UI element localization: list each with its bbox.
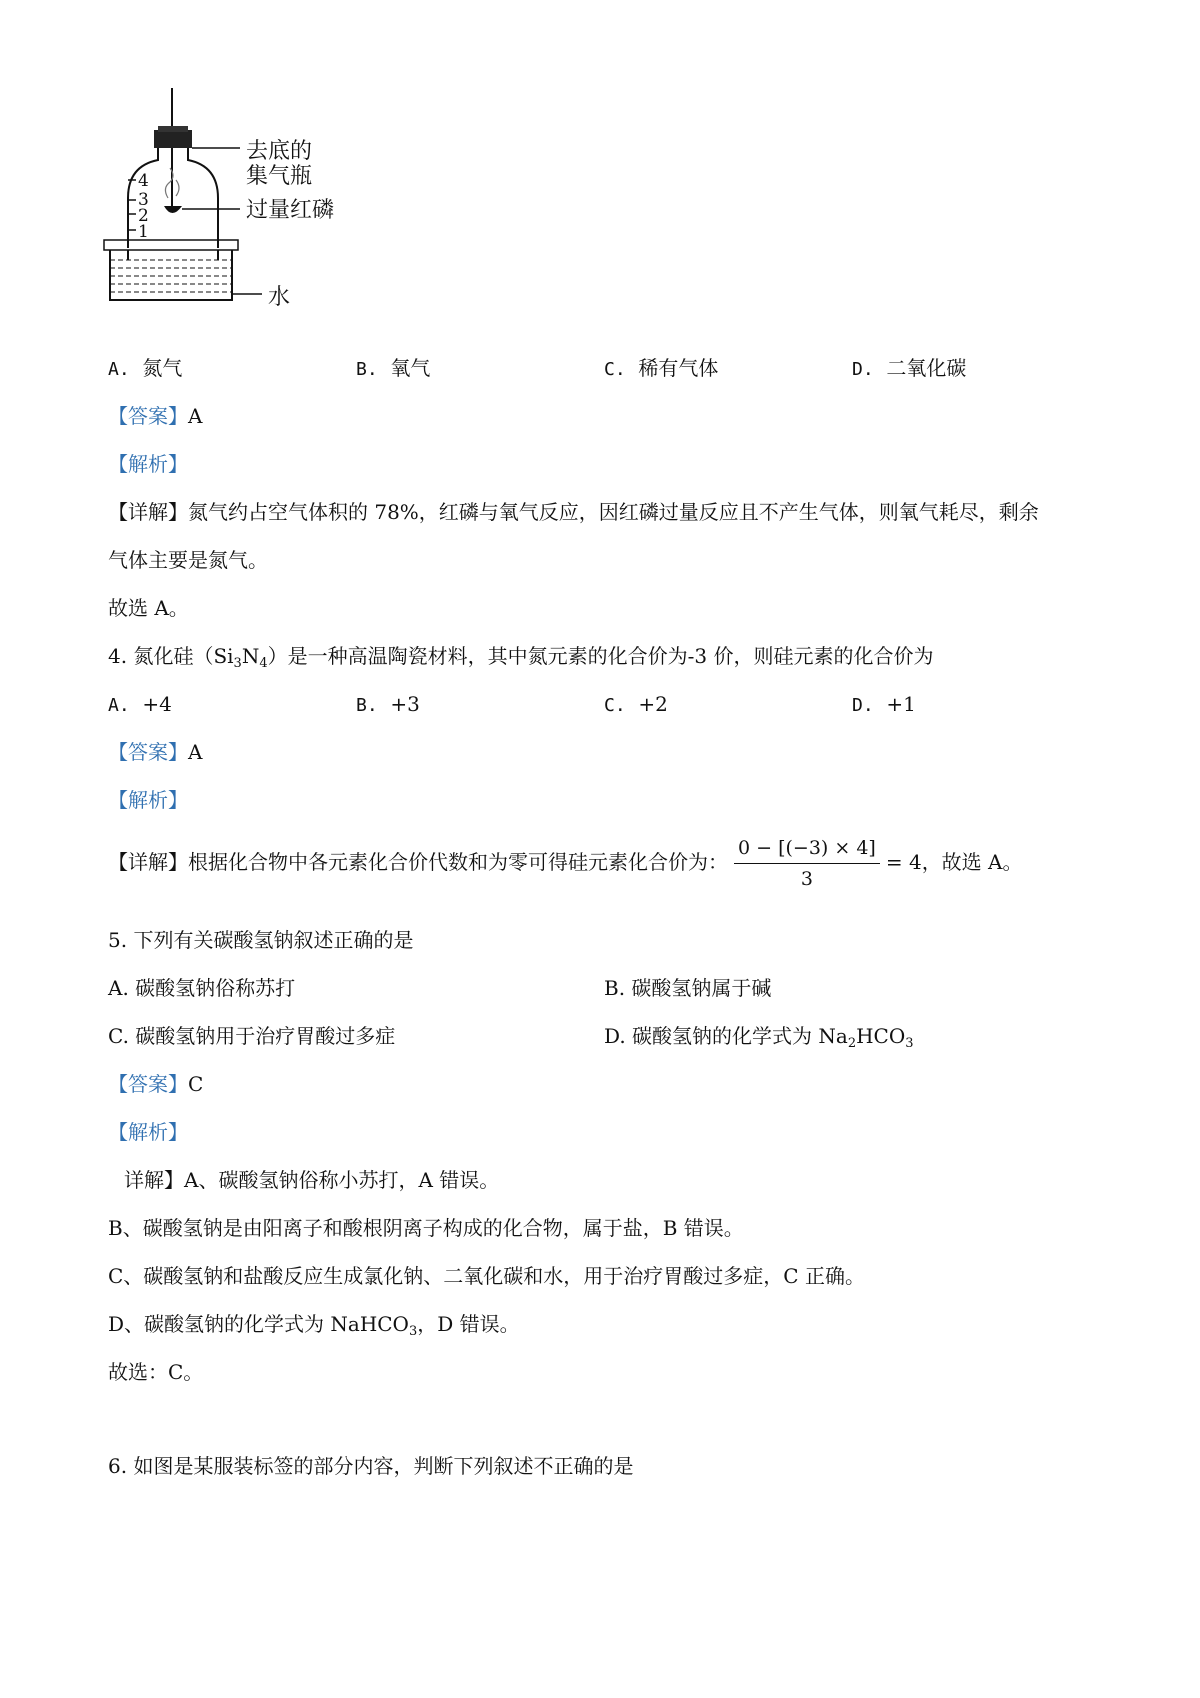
q4-option-a: A. +4 bbox=[108, 692, 172, 716]
q3-option-c: C. 稀有气体 bbox=[604, 356, 719, 380]
q6-stem: 6. 如图是某服装标签的部分内容，判断下列叙述不正确的是 bbox=[108, 1454, 634, 1478]
q3-answer: 【答案】A bbox=[108, 404, 203, 428]
q4-option-b: B. +3 bbox=[356, 692, 420, 716]
scale-label-1: 1 bbox=[138, 222, 149, 242]
label-water: 水 bbox=[268, 285, 291, 310]
label-bottle-line2: 集气瓶 bbox=[246, 164, 313, 189]
q5-detail-line1: 详解】A、碳酸氢钠俗称小苏打，A 错误。 bbox=[124, 1168, 500, 1192]
q4-option-c: C. +2 bbox=[604, 692, 668, 716]
q5-option-c: C. 碳酸氢钠用于治疗胃酸过多症 bbox=[108, 1024, 396, 1048]
scale-label-2: 2 bbox=[138, 206, 149, 226]
label-bottle-line1: 去底的 bbox=[246, 139, 313, 164]
q4-stem: 4. 氮化硅$(Si_3N_4)$是一种高温陶瓷材料，其中氮元素的化合价为-3 价，则硅元素的化合价为 bbox=[108, 644, 934, 671]
q4-analysis-tag: 【解析】 bbox=[108, 788, 188, 812]
scale-label-3: 3 bbox=[138, 190, 149, 210]
q5-detail-line2: B、碳酸氢钠是由阳离子和酸根阴离子构成的化合物，属于盐，B 错误。 bbox=[108, 1216, 744, 1240]
q5-stem: 5. 下列有关碳酸氢钠叙述正确的是 bbox=[108, 928, 414, 952]
q5-option-a: A. 碳酸氢钠俗称苏打 bbox=[108, 976, 296, 1000]
q5-conclusion: 故选：C。 bbox=[108, 1360, 204, 1384]
q3-option-a: A. 氮气 bbox=[108, 356, 183, 380]
label-phosphorus: 过量红磷 bbox=[246, 198, 335, 223]
q3-analysis-tag: 【解析】 bbox=[108, 452, 188, 476]
q3-detail-line2: 气体主要是氮气。 bbox=[108, 548, 268, 572]
q3-conclusion: 故选 A。 bbox=[108, 596, 189, 620]
q4-option-d: D. +1 bbox=[852, 692, 916, 716]
q5-answer: 【答案】C bbox=[108, 1072, 204, 1096]
q4-answer: 【答案】A bbox=[108, 740, 203, 764]
q5-detail-line4: D、碳酸氢钠的化学式为 NaHCO$_3$，D 错误。 bbox=[108, 1312, 520, 1339]
q5-option-d: D. 碳酸氢钠的化学式为 $Na_2HCO_3$ bbox=[604, 1024, 914, 1051]
q3-option-b: B. 氧气 bbox=[356, 356, 431, 380]
scale-label-4: 4 bbox=[138, 171, 149, 191]
q3-option-d: D. 二氧化碳 bbox=[852, 356, 967, 380]
q5-option-b: B. 碳酸氢钠属于碱 bbox=[604, 976, 772, 1000]
q5-detail-line3: C、碳酸氢钠和盐酸反应生成氯化钠、二氧化碳和水，用于治疗胃酸过多症，C 正确。 bbox=[108, 1264, 865, 1288]
apparatus-diagram bbox=[100, 88, 360, 328]
q5-analysis-tag: 【解析】 bbox=[108, 1120, 188, 1144]
q4-detail: 【详解】根据化合物中各元素化合价代数和为零可得硅元素化合价为： $\frac{0 - [(-3) \times 4]}{3}$ = 4，故选 A。 bbox=[108, 837, 1023, 890]
q4-fraction: $\frac{0 - [(-3) \times 4]}{3}$ bbox=[734, 836, 880, 891]
q3-detail-line1: 【详解】氮气约占空气体积的 78%，红磷与氧气反应，因红磷过量反应且不产生气体，则氧气耗尽，剩余 bbox=[108, 500, 1039, 524]
